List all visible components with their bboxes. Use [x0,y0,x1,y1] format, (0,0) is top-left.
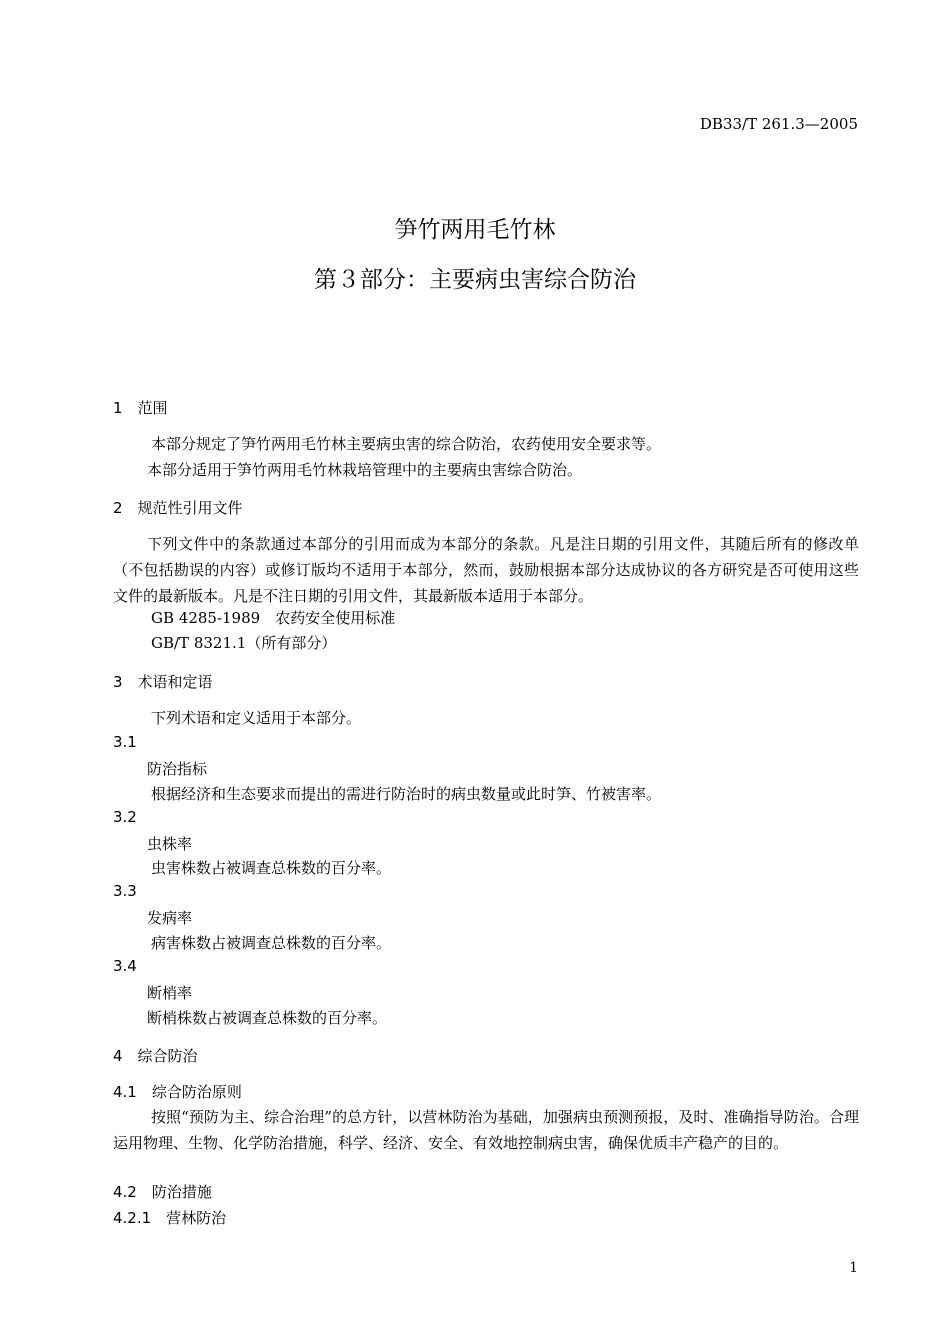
page-number: 1 [849,1260,858,1276]
standard-number: DB33/T 261.3—2005 [699,115,858,133]
section-4-heading: 4 综合防治 [113,1047,198,1065]
subsection-4-1-paragraph: 按照“预防为主、综合治理”的总方针，以营林防治为基础，加强病虫预测预报，及时、准确指导防治。合理运用物理、生物、化学防治措施，科学、经济、安全、有效地控制病虫害，确保优质丰产稳产的目的。 [113,1108,859,1152]
term-name: 防治指标 [147,760,208,778]
subsection-4-1-heading: 4.1 综合防治原则 [113,1083,242,1101]
reference-gb4285: GB 4285-1989 农药安全使用标准 [151,609,396,627]
section-1-heading: 1 范围 [113,399,168,417]
term-definition: 根据经济和生态要求而提出的需进行防治时的病虫数量或此时笋、竹被害率。 [151,785,662,803]
subsection-4-2-heading: 4.2 防治措施 [113,1183,212,1201]
section-1-paragraph-1: 本部分规定了笋竹两用毛竹林主要病虫害的综合防治，农药使用安全要求等。 [151,435,662,453]
section-3-heading: 3 术语和定语 [113,673,213,691]
term-definition: 病害株数占被调查总株数的百分率。 [151,934,392,952]
reference-gbt8321: GB/T 8321.1（所有部分） [151,634,337,652]
term-number: 3.4 [113,957,137,975]
document-subtitle: 第３部分：主要病虫害综合防治 [314,267,636,293]
term-name: 虫株率 [147,835,193,853]
term-definition: 断梢株数占被调查总株数的百分率。 [147,1009,388,1027]
term-name: 断梢率 [147,984,193,1002]
term-number: 3.1 [113,733,137,751]
term-definition: 虫害株数占被调查总株数的百分率。 [151,859,392,877]
section-2-heading: 2 规范性引用文件 [113,499,243,517]
term-number: 3.3 [113,882,137,900]
subsection-4-2-1-heading: 4.2.1 营林防治 [113,1209,227,1227]
document-title: 笋竹两用毛竹林 [394,217,556,243]
term-name: 发病率 [147,909,193,927]
term-number: 3.2 [113,808,137,826]
section-2-paragraph: 下列文件中的条款通过本部分的引用而成为本部分的条款。凡是注日期的引用文件，其随后所有的修改单（不包括勘误的内容）或修订版均不适用于本部分，然而，鼓励根据本部分达成协议的各方研究是否可使用这些文件的最新版本。凡是不注日期的引用文件，其最新版本适用于本部分。 [113,535,859,605]
section-3-intro: 下列术语和定义适用于本部分。 [151,709,362,727]
section-1-paragraph-2: 本部分适用于笋竹两用毛竹林栽培管理中的主要病虫害综合防治。 [147,461,583,479]
